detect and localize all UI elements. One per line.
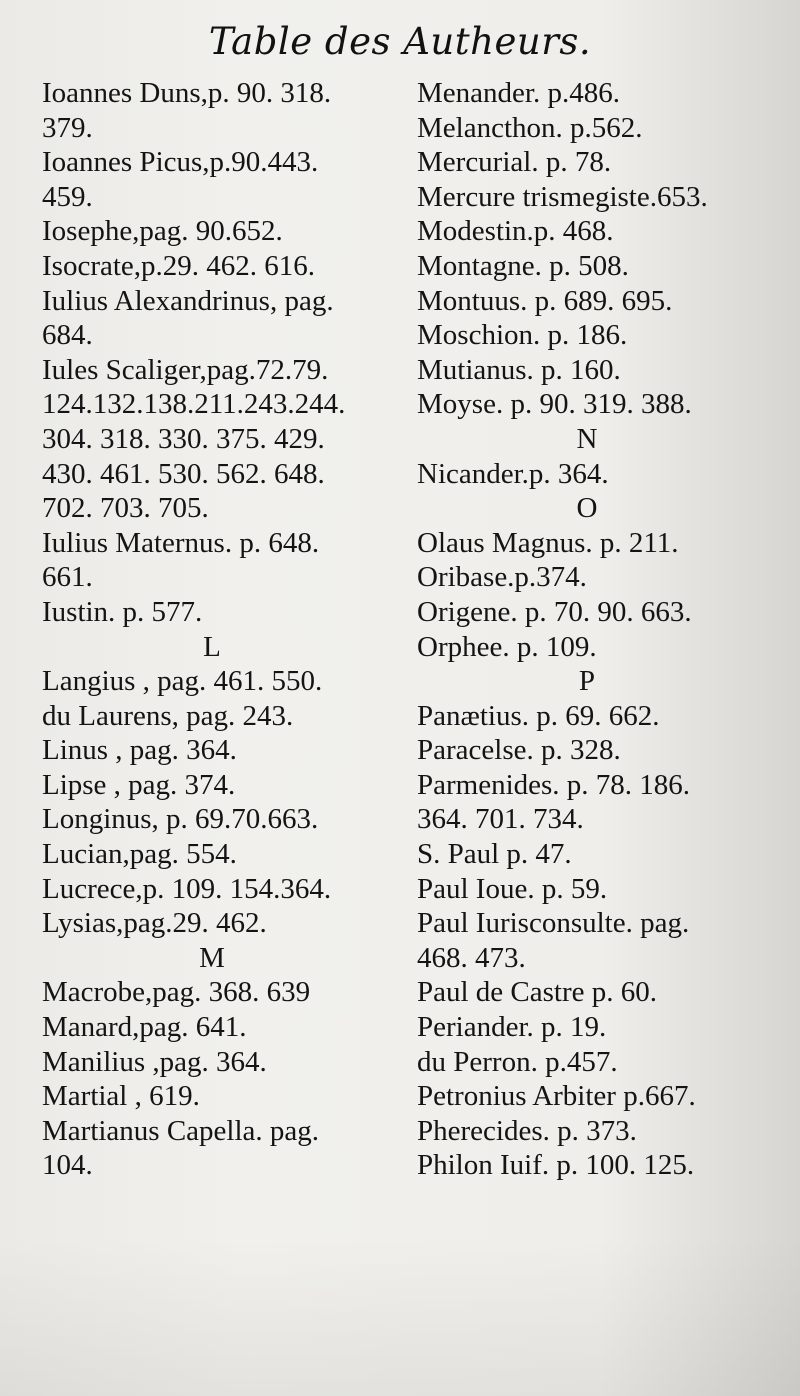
index-entry: du Laurens, pag. 243. [42, 699, 294, 732]
index-entry: Moschion. p. 186. [417, 319, 628, 352]
index-entry: Langius , pag. 461. 550. [42, 665, 323, 698]
index-entry: Olaus Magnus. p. 211. [417, 526, 679, 559]
index-entry: Nicander.p. 364. [417, 457, 609, 490]
index-entry: Iules Scaliger,pag.72.79. [42, 353, 329, 386]
index-entry: 468. 473. [417, 941, 526, 974]
running-head: Table des Autheurs. [208, 20, 592, 63]
index-entry: 661. [42, 561, 93, 594]
index-entry: Orphee. p. 109. [417, 630, 597, 663]
index-entry: Mutianus. p. 160. [417, 353, 621, 386]
index-entry: Iulius Maternus. p. 648. [42, 526, 320, 559]
index-entry: Paracelse. p. 328. [417, 734, 621, 767]
index-entry: Lucrece,p. 109. 154.364. [42, 872, 332, 905]
index-entry: Pherecides. p. 373. [417, 1114, 637, 1147]
index-entry: Montuus. p. 689. 695. [417, 284, 673, 317]
index-entry: Iustin. p. 577. [42, 595, 203, 628]
index-entry: S. Paul p. 47. [417, 838, 572, 871]
index-entry: 430. 461. 530. 562. 648. [42, 457, 325, 490]
index-entry: Ioannes Duns,p. 90. 318. [42, 77, 332, 109]
index-entry: Panætius. p. 69. 662. [417, 699, 660, 732]
index-entry: 459. [42, 180, 93, 213]
index-entry: Moyse. p. 90. 319. 388. [417, 388, 692, 421]
section-letter: M [199, 941, 225, 974]
section-letter: P [578, 665, 596, 698]
index-entry: 364. 701. 734. [417, 803, 584, 836]
index-entry: Ioannes Picus,p.90.443. [42, 146, 319, 179]
section-letter: N [576, 422, 598, 455]
index-entry: 104. [42, 1149, 93, 1182]
index-entry: Iulius Alexandrinus, pag. [42, 284, 334, 317]
index-entry: Martianus Capella. pag. [42, 1114, 320, 1147]
index-entry: Longinus, p. 69.70.663. [42, 803, 319, 836]
index-entry: Paul de Castre p. 60. [417, 976, 658, 1009]
index-entry: Macrobe,pag. 368. 639 [42, 976, 311, 1009]
index-entry: Petronius Arbiter p.667. [417, 1080, 696, 1113]
index-entry: 702. 703. 705. [42, 492, 209, 525]
index-entry: Lipse , pag. 374. [42, 768, 236, 801]
left-column [42, 76, 422, 1183]
index-entry: Isocrate,p.29. 462. 616. [42, 249, 316, 282]
index-entry: Linus , pag. 364. [42, 734, 237, 767]
index-entry: 304. 318. 330. 375. 429. [42, 422, 325, 455]
index-entry: Paul Ioue. p. 59. [417, 872, 608, 905]
index-entry: Iosephe,pag. 90.652. [42, 215, 283, 248]
index-entry: Periander. p. 19. [417, 1011, 607, 1044]
index-entry: Origene. p. 70. 90. 663. [417, 595, 692, 628]
index-entry: 124.132.138.211.243.244. [42, 388, 346, 421]
index-entry: Oribase.p.374. [417, 561, 587, 594]
index-entry: Montagne. p. 508. [417, 249, 629, 282]
section-letter: O [576, 492, 598, 525]
index-entry: Menander. p.486. [417, 77, 620, 109]
index-entry: du Perron. p.457. [417, 1045, 618, 1078]
index-entry: Mercure trismegiste.653. [417, 180, 708, 213]
index-entry: 684. [42, 319, 93, 352]
index-entry: Philon Iuif. p. 100. 125. [417, 1149, 695, 1182]
index-entry: Lysias,pag.29. 462. [42, 907, 267, 940]
index-entry: Manilius ,pag. 364. [42, 1045, 267, 1078]
index-entry: Paul Iurisconsulte. pag. [417, 907, 690, 940]
index-entry: Melancthon. p.562. [417, 111, 643, 144]
section-letter: L [203, 630, 221, 663]
index-entry: Parmenides. p. 78. 186. [417, 768, 691, 801]
index-entry: Modestin.p. 468. [417, 215, 614, 248]
index-entry: Manard,pag. 641. [42, 1011, 247, 1044]
index-entry: Mercurial. p. 78. [417, 146, 612, 179]
index-entry: 379. [42, 111, 93, 144]
index-entry: Martial , 619. [42, 1080, 200, 1113]
right-column [417, 76, 797, 1183]
index-entry: Lucian,pag. 554. [42, 838, 237, 871]
